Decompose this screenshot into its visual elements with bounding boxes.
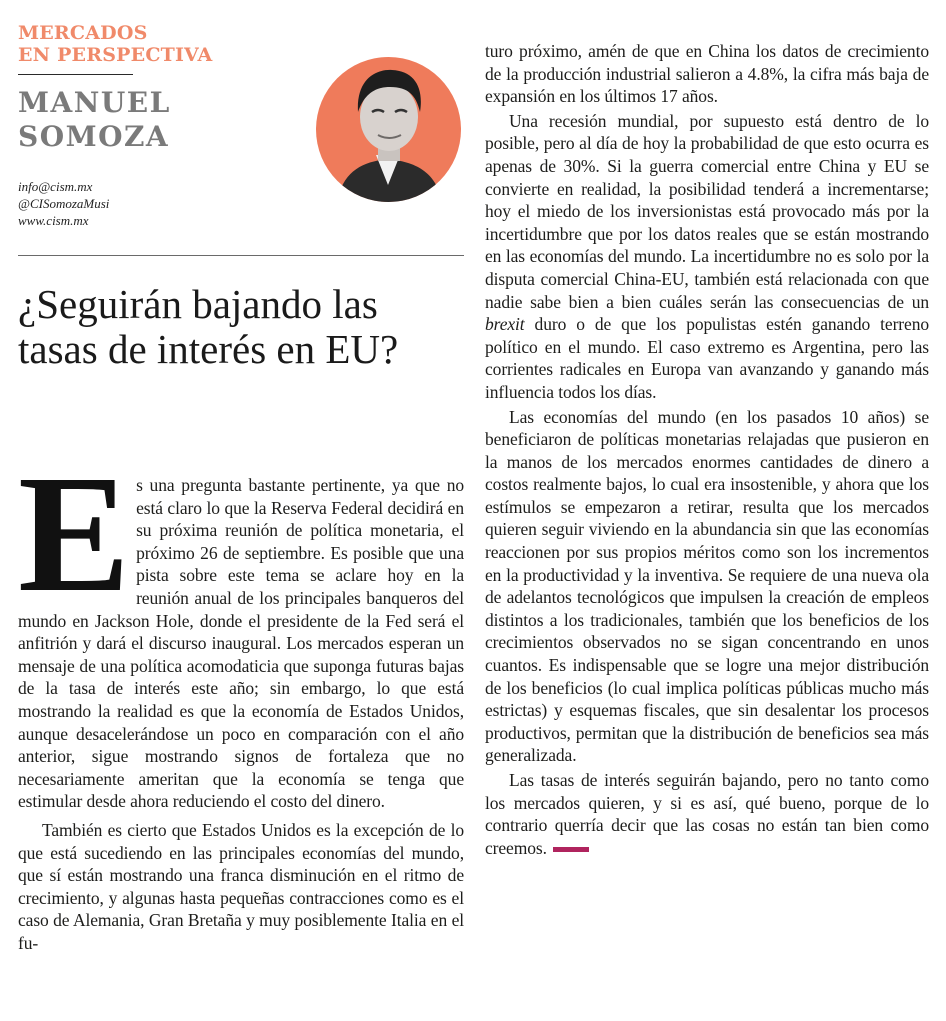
contact-website: www.cism.mx [18,213,89,228]
article-paragraph: Las economías del mundo (en los pasados 10 años) se beneficiaron de políticas monetarias relajadas que pusieron en la manos de los mercados enormes cantidades de dinero a costos realmente bajos, lo cual era insostenible, y ahora que los estímulos se empezaron a retirar, resulta que los mercados quieren seguir viviendo en la abundancia sin que las economías reaccionen por sus propios méritos como son los incrementos en la productividad y la inventiva. Se requiere de una nueva ola de adelantos tecnológicos que impulsen la creación de empleos distintos a los tradicionales, también que los beneficios de los crecimientos observados no se sigan concentrando en unos cuantos. Es indispensable que se logre una mejor distribución de los beneficios (lo cual implica políticas públicas mucho más estrictas) y esquemas fiscales, que sin desalentar los procesos productivos, permitan que la distribución de beneficios sea más generalizada. [485,406,929,766]
paragraph-text: Las tasas de interés seguirán bajando, pero no tanto como los mercados quieren, y si es así, qué bueno, porque de lo contrario querría decir que las cosas no están tan bien como creemos. [485,770,929,858]
article-paragraph: turo próximo, amén de que en China los datos de crecimiento de la producción industrial salieron a 4.8%, la cifra más baja de expansión en los últimos 17 años. [485,41,929,107]
article-title: ¿Seguirán bajando las tasas de interés en EU? [18,281,399,372]
author-portrait-photo [316,57,461,202]
author-portrait [316,57,461,202]
author-last-name: SOMOZA [18,120,170,153]
section-label-line2: EN PERSPECTIVA [18,44,213,66]
drop-cap: E [18,441,131,627]
article-column-left [18,441,464,954]
brexit-term: brexit [485,314,525,335]
article-paragraph: También es cierto que Estados Unidos es la excepción de lo que está sucediendo en las principales economías del mundo, que sí están mostrando una franca disminución en el ritmo de crecimiento, y algunas hasta pequeñas contracciones como es el caso de Alemania, Gran Bretaña y muy posiblemente Italia en el fu- [18,819,464,953]
article-column-right [485,40,929,859]
author-first-name: MANUEL [18,86,171,119]
article-end-mark [553,847,589,852]
article-paragraph [485,769,929,859]
header-divider [18,74,133,75]
header-bottom-divider [18,255,464,256]
contact-email: info@cism.mx [18,179,93,194]
section-label-line1: MERCADOS [18,22,148,44]
article-paragraph [485,110,929,404]
paragraph-text: Una recesión mundial, por supuesto está dentro de lo posible, pero al día de hoy la probabilidad de que esto ocurra es apenas de 30%. Si la guerra comercial entre China y EU se convierte en realidad, la posibilidad tenderá a incrementarse; hoy el miedo de los inversionistas está provocado más por la incertidumbre que por los datos reales que se están mostrando en las economías del mundo. La incertidumbre no es solo por la disputa comercial China-EU, también está relacionada con que nadie sabe bien a bien cuáles serán las consecuencias de un [485,110,929,312]
contact-twitter: @CISomozaMusi [18,196,110,211]
article-paragraph: s una pregunta bastante pertinente, ya que no está claro lo que la Reserva Federal decidirá en su próxima reunión de política monetaria, el próximo 26 de septiembre. Es posible que una pista sobre este tema se aclare hoy en la reunión anual de los principales banqueros del mundo en Jackson Hole, donde el presidente de la Fed será el anfitrión y dará el discurso inaugural. Los mercados esperan un mensaje de una política acomodaticia que suponga futuras bajas de la tasa de interés este año; sin embargo, lo que está mostrando la realidad es que la economía de Estados Unidos, aunque desacelerándose un poco en comparación con el año anterior, sigue mostrando signos de fortaleza que no necesariamente ameritan que la economía se tenga que estimular desde ahora reduciendo el costo del dinero. [18,475,464,812]
paragraph-text: duro o de que los populistas estén ganando terreno político en el mundo. El caso extremo es Argentina, pero las corrientes radicales en Europa van avanzando y ganando más influencia todos los días. [485,314,929,402]
